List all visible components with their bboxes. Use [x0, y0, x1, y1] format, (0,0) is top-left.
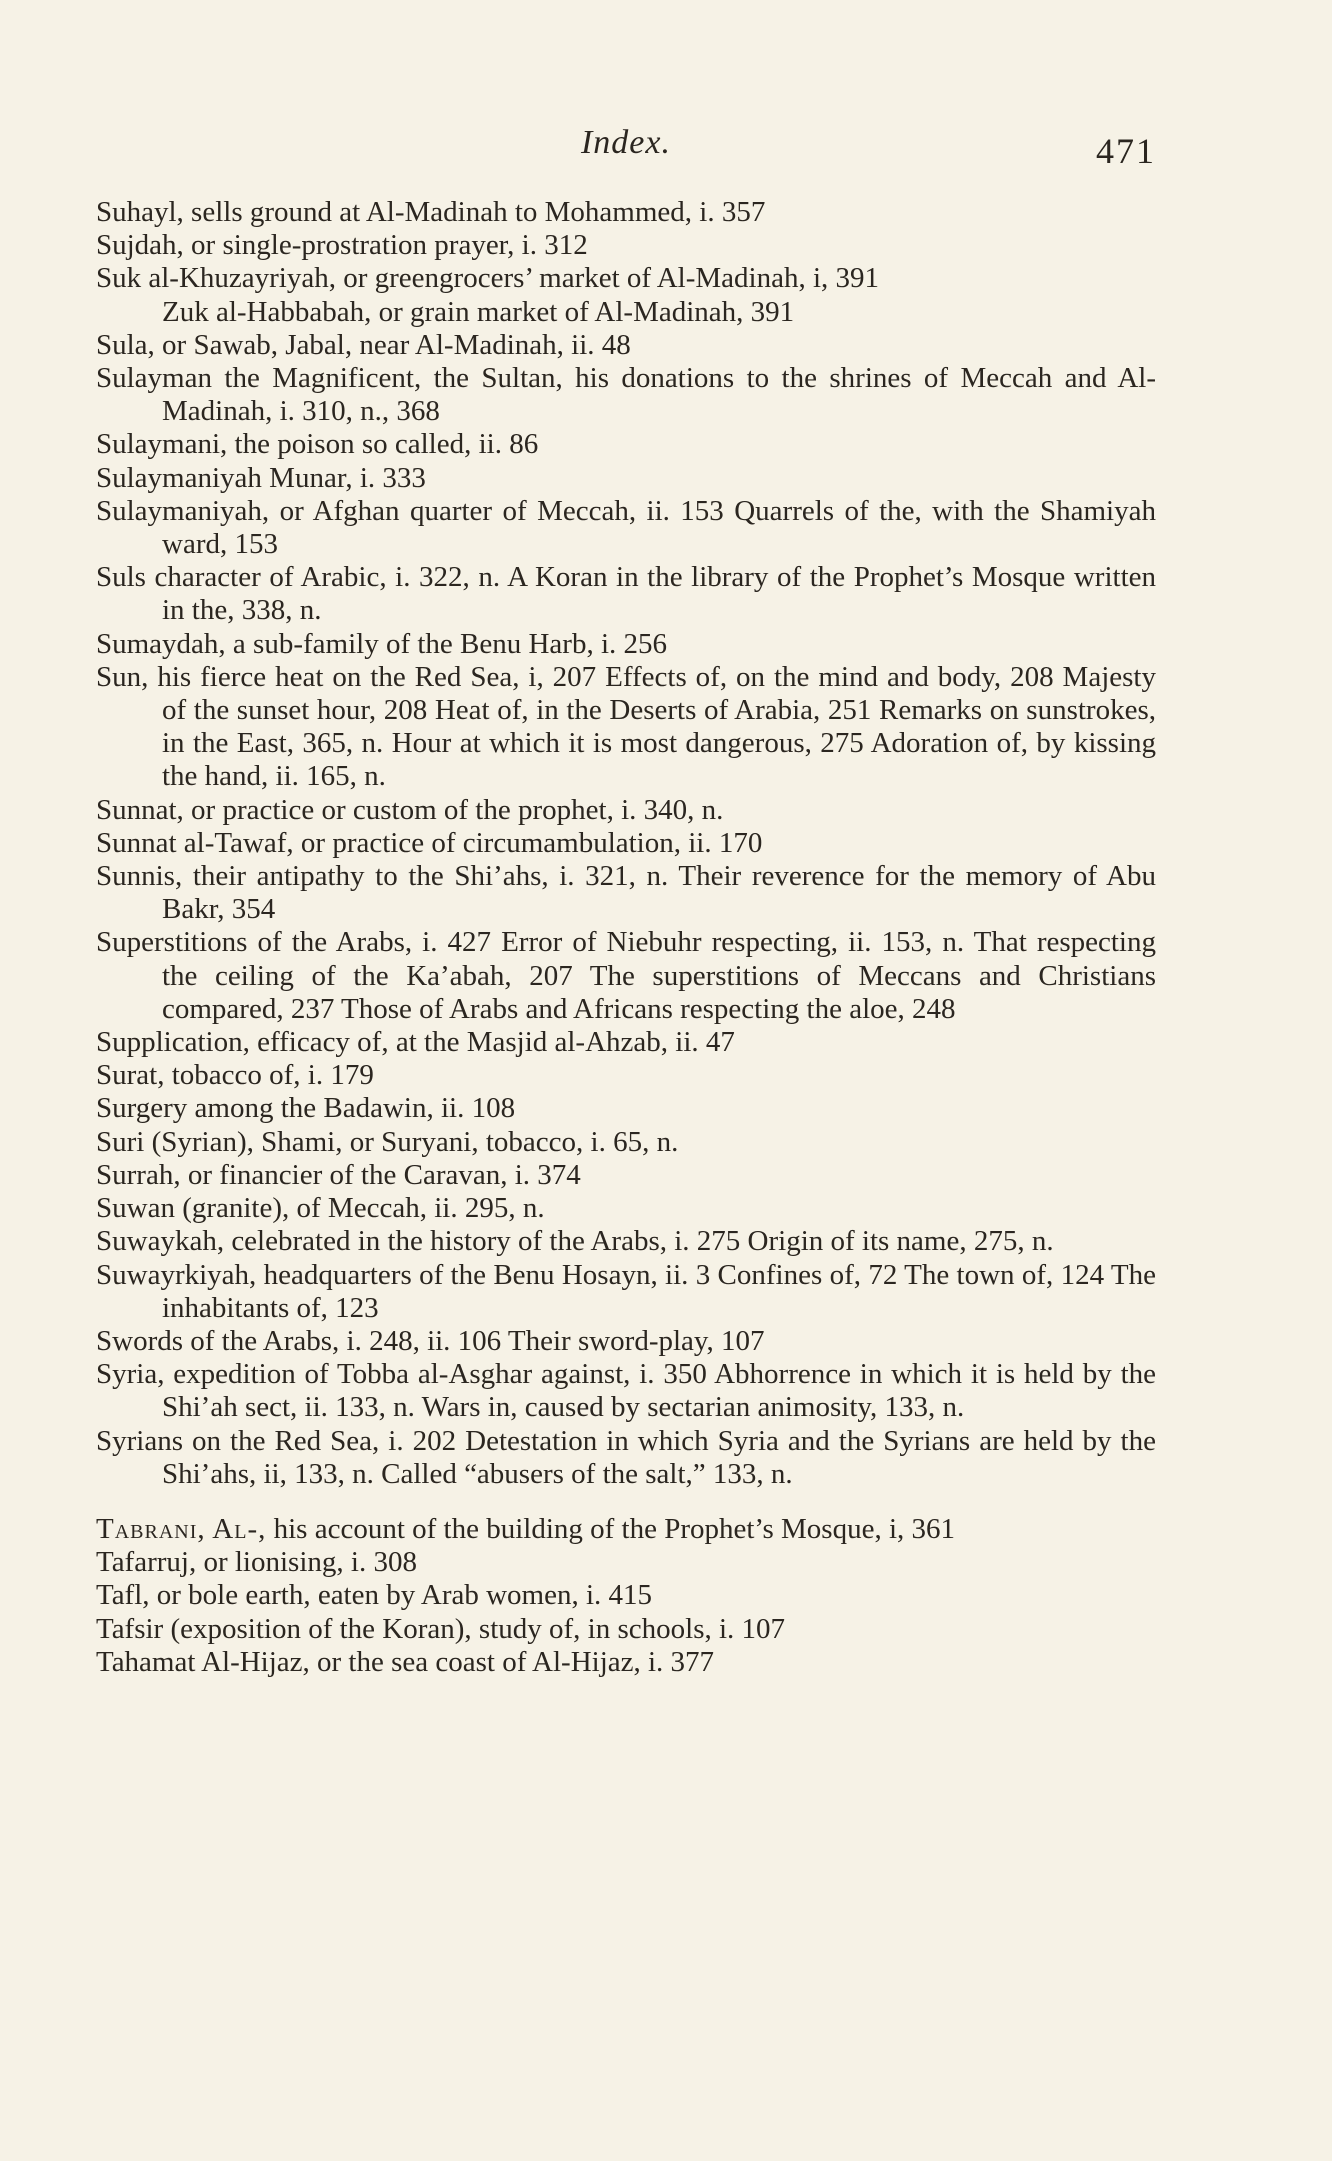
entry-text: Surrah, or financier of the Caravan, i. 374	[96, 1158, 581, 1191]
index-entry-superstitions	[96, 926, 1156, 1026]
entry-lead: Tabrani, Al-,	[96, 1512, 267, 1545]
entry-text: Suri (Syrian), Shami, or Suryani, tobacco, i. 65, n.	[96, 1125, 679, 1158]
index-entry-supplication	[96, 1026, 1156, 1059]
entry-text: Tafsir (exposition of the Koran), study of, in schools, i. 107	[96, 1612, 786, 1645]
index-entry-sulaymani	[96, 428, 1156, 461]
index-entry-sunnat	[96, 794, 1156, 827]
entry-text: Sun, his fierce heat on the Red Sea, i, 207 Effects of, on the mind and body, 208 Majesty of the sunset hour, 208 Heat of, in the Deserts of Arabia, 251 Remarks on sunstrokes, in the East, 365, n. Hour at which it is most dangerous, 275 Adoration of, by kissing the hand, ii. 165, n.	[96, 660, 1156, 793]
index-entry-tafl	[96, 1579, 1156, 1612]
index-entry-tahamat	[96, 1646, 1156, 1679]
index-entry-sujdah	[96, 229, 1156, 262]
entry-text: Syria, expedition of Tobba al-Asghar against, i. 350 Abhorrence in which it is held by the Shi’ah sect, ii. 133, n. Wars in, caused by sectarian animosity, 133, n.	[96, 1358, 1156, 1424]
entry-text: Suk al-Khuzayriyah, or greengrocers’ market of Al-Madinah, i, 391	[96, 262, 880, 295]
index-entry-surrah	[96, 1159, 1156, 1192]
entry-text: Tahamat Al-Hijaz, or the sea coast of Al-Hijaz, i. 377	[96, 1645, 715, 1678]
index-entry-swords	[96, 1325, 1156, 1358]
entry-text: Sulayman the Magnificent, the Sultan, his donations to the shrines of Meccah and Al-Madinah, i. 310, n., 368	[96, 362, 1156, 428]
index-entry-suwayrkiyah	[96, 1259, 1156, 1325]
index-body	[96, 196, 1156, 1679]
entry-text: Sulaymaniyah Munar, i. 333	[96, 461, 426, 494]
entry-text: Zuk al-Habbabah, or grain market of Al-Madinah, 391	[162, 295, 795, 328]
running-head	[96, 118, 1156, 178]
entry-text: Suls character of Arabic, i. 322, n. A Koran in the library of the Prophet’s Mosque written in the, 338, n.	[96, 561, 1156, 627]
entry-text: his account of the building of the Prophet’s Mosque, i, 361	[266, 1512, 956, 1545]
index-entry-sulaymaniyah-munar	[96, 462, 1156, 495]
page-number: 471	[1096, 131, 1156, 171]
entry-text: Sunnis, their antipathy to the Shi’ahs, i. 321, n. Their reverence for the memory of Abu Bakr, 354	[96, 860, 1156, 926]
entry-text: Sunnat, or practice or custom of the prophet, i. 340, n.	[96, 793, 724, 826]
index-entry-sumaydah	[96, 628, 1156, 661]
entry-text: Superstitions of the Arabs, i. 427 Error of Niebuhr respecting, ii. 153, n. That respecting the ceiling of the Ka’abah, 207 The superstitions of Meccans and Christians compared, 237 Those of Arabs and Africans respecting the aloe, 248	[96, 926, 1156, 1025]
index-entry-suwaykah	[96, 1225, 1156, 1258]
index-entry-suls	[96, 561, 1156, 627]
entry-text: Suwayrkiyah, headquarters of the Benu Hosayn, ii. 3 Confines of, 72 The town of, 124 The inhabitants of, 123	[96, 1258, 1156, 1324]
index-entry-sulaymaniyah-quarter	[96, 495, 1156, 561]
entry-text: Supplication, efficacy of, at the Masjid al-Ahzab, ii. 47	[96, 1026, 735, 1059]
index-entry-suwan	[96, 1192, 1156, 1225]
entry-text: Tafarruj, or lionising, i. 308	[96, 1546, 417, 1579]
index-entry-suri	[96, 1126, 1156, 1159]
index-entry-syria	[96, 1358, 1156, 1424]
entry-text: Swords of the Arabs, i. 248, ii. 106 Their sword-play, 107	[96, 1324, 765, 1357]
index-entry-suk	[96, 262, 1156, 295]
entry-text: Surat, tobacco of, i. 179	[96, 1059, 374, 1092]
index-entry-zuk	[96, 296, 1156, 329]
entry-text: Surgery among the Badawin, ii. 108	[96, 1092, 516, 1125]
entry-text: Syrians on the Red Sea, i. 202 Detestation in which Syria and the Syrians are held by the Shi’ahs, ii, 133, n. Called “abusers of the salt,” 133, n.	[96, 1424, 1156, 1490]
entry-text: Suwan (granite), of Meccah, ii. 295, n.	[96, 1192, 545, 1225]
entry-text: Tafl, or bole earth, eaten by Arab women, i. 415	[96, 1579, 653, 1612]
entry-text: Sumaydah, a sub-family of the Benu Harb, i. 256	[96, 627, 668, 660]
index-entry-tabrani	[96, 1513, 1156, 1546]
index-entry-suhayl	[96, 196, 1156, 229]
entry-text: Sulaymaniyah, or Afghan quarter of Meccah, ii. 153 Quarrels of the, with the Shamiyah ward, 153	[96, 494, 1156, 561]
page-title: Index.	[580, 124, 671, 161]
index-entry-sunnis	[96, 860, 1156, 926]
index-entry-surat	[96, 1059, 1156, 1092]
index-entry-tafsir	[96, 1613, 1156, 1646]
entry-text: Sula, or Sawab, Jabal, near Al-Madinah, ii. 48	[96, 328, 631, 361]
index-entry-syrians	[96, 1425, 1156, 1491]
index-entry-sulayman	[96, 362, 1156, 428]
index-entry-tafarruj	[96, 1546, 1156, 1579]
index-entry-surgery	[96, 1092, 1156, 1125]
entry-text: Sujdah, or single-prostration prayer, i. 312	[96, 229, 588, 262]
index-entry-sula	[96, 329, 1156, 362]
entry-text: Sunnat al-Tawaf, or practice of circumambulation, ii. 170	[96, 826, 763, 859]
entry-text: Suwaykah, celebrated in the history of the Arabs, i. 275 Origin of its name, 275, n.	[96, 1225, 1054, 1258]
entry-text: Sulaymani, the poison so called, ii. 86	[96, 428, 539, 461]
index-entry-sun	[96, 661, 1156, 794]
index-entry-sunnat-tawaf	[96, 827, 1156, 860]
entry-text: Suhayl, sells ground at Al-Madinah to Mohammed, i. 357	[96, 196, 766, 228]
